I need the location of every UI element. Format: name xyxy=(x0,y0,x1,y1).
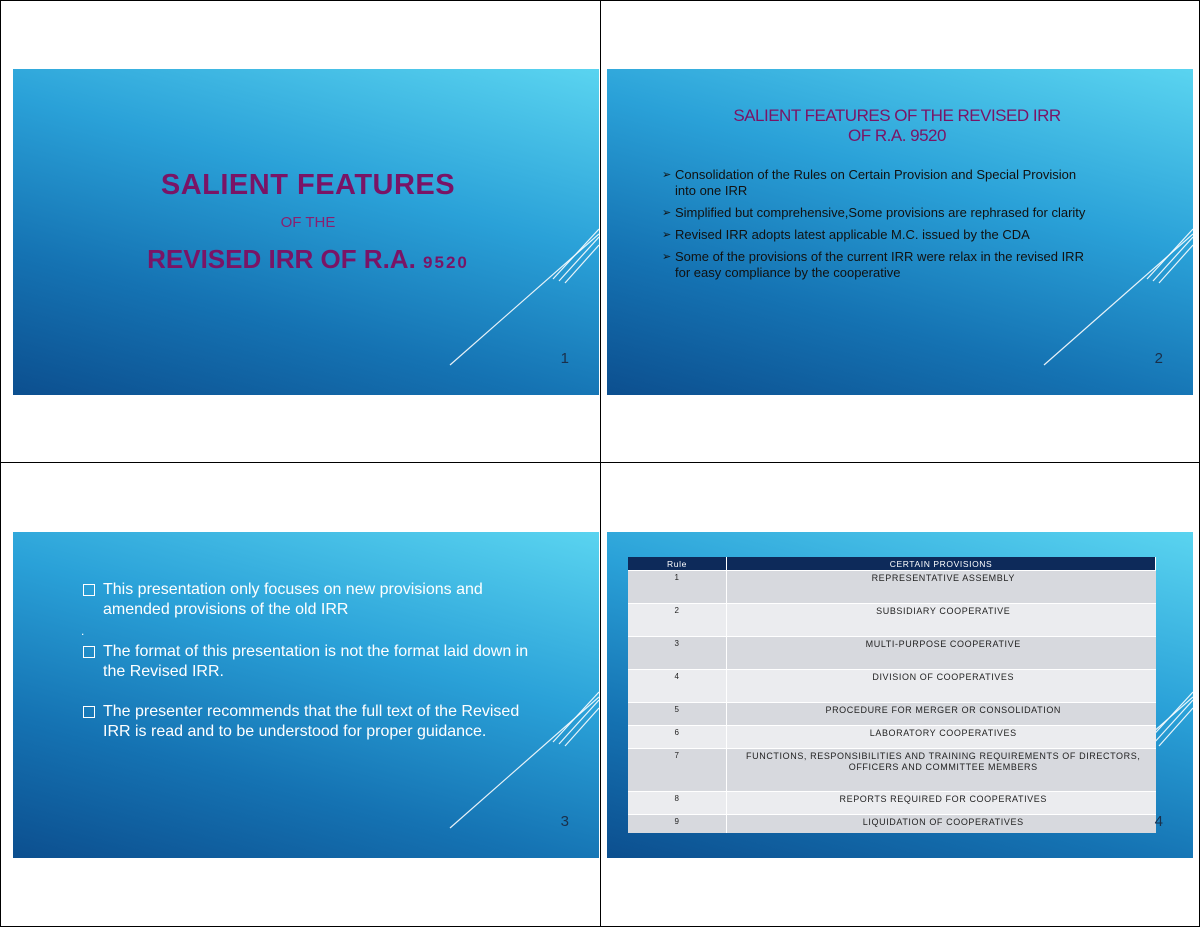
list-item-text: This presentation only focuses on new provisions and amended provisions of the old IRR xyxy=(103,581,483,618)
decorative-lines xyxy=(13,69,599,395)
slide-number: 3 xyxy=(560,813,569,830)
grid-divider-vertical xyxy=(600,0,601,927)
provision-cell: PROCEDURE FOR MERGER OR CONSOLIDATION xyxy=(727,703,1156,726)
table-row xyxy=(628,604,1156,637)
rule-cell: 1 xyxy=(628,571,727,604)
list-item: ➢ Consolidation of the Rules on Certain Provision and Special Provision into one IRR xyxy=(662,167,1087,199)
slide-title-line1: SALIENT FEATURES xyxy=(160,169,456,201)
provision-cell: DIVISION OF COOPERATIVES xyxy=(727,670,1156,703)
list-item xyxy=(81,580,551,620)
list-item-text: The format of this presentation is not the format laid down in the Revised IRR. xyxy=(103,643,529,680)
slide-2 xyxy=(607,69,1193,395)
provision-cell: REPRESENTATIVE ASSEMBLY xyxy=(727,571,1156,604)
table-row xyxy=(628,670,1156,703)
rule-cell: 2 xyxy=(628,604,727,637)
list-item: ➢ Some of the provisions of the current IRR were relax in the revised IRR for easy compliance by the cooperative xyxy=(662,249,1087,281)
slide-3 xyxy=(13,532,599,858)
list-item: ➢ Simplified but comprehensive,Some provisions are rephrased for clarity xyxy=(662,205,1087,221)
list-spacer xyxy=(81,682,551,702)
rule-cell: 4 xyxy=(628,670,727,703)
slide-title-main: REVISED IRR OF R.A. xyxy=(147,244,416,274)
slide-1 xyxy=(13,69,599,395)
slide-number: 4 xyxy=(1154,813,1163,830)
table-row xyxy=(628,815,1156,834)
provision-cell: LABORATORY COOPERATIVES xyxy=(727,726,1156,749)
list-item xyxy=(81,642,551,682)
provision-cell: SUBSIDIARY COOPERATIVE xyxy=(727,604,1156,637)
list-item-text: The presenter recommends that the full text of the Revised IRR is read and to be understood for proper guidance. xyxy=(103,703,520,740)
table-row xyxy=(628,637,1156,670)
provision-cell: REPORTS REQUIRED FOR COOPERATIVES xyxy=(727,792,1156,815)
slide-title xyxy=(677,106,1117,146)
list-item-dot: . xyxy=(81,624,85,638)
rule-cell: 9 xyxy=(628,815,727,834)
rule-cell: 3 xyxy=(628,637,727,670)
slide-title-line2: OF R.A. 9520 xyxy=(848,126,946,145)
provision-cell: MULTI-PURPOSE COOPERATIVE xyxy=(727,637,1156,670)
rule-cell: 8 xyxy=(628,792,727,815)
slide-4 xyxy=(607,532,1193,858)
table-row xyxy=(628,792,1156,815)
slide-number: 2 xyxy=(1154,350,1163,367)
table-row xyxy=(628,571,1156,604)
slide-title-line2: OF THE xyxy=(280,214,336,231)
slide-title-line3 xyxy=(13,244,599,275)
table-row xyxy=(628,703,1156,726)
provision-cell: FUNCTIONS, RESPONSIBILITIES AND TRAINING REQUIREMENTS OF DIRECTORS, OFFICERS AND COMMITTEE MEMBERS xyxy=(727,749,1156,792)
checkbox-bullet-icon xyxy=(83,584,95,596)
rule-cell: 6 xyxy=(628,726,727,749)
table-row xyxy=(628,749,1156,792)
column-header-rule: Rule xyxy=(628,557,727,571)
bullet-list xyxy=(81,580,551,742)
checkbox-bullet-icon xyxy=(83,646,95,658)
list-item: ➢ Revised IRR adopts latest applicable M.C. issued by the CDA xyxy=(662,227,1087,243)
rule-cell: 5 xyxy=(628,703,727,726)
slide-title-number: 9520 xyxy=(423,253,469,272)
provisions-table xyxy=(628,557,1156,833)
slide-number: 1 xyxy=(560,350,569,367)
column-header-provisions: CERTAIN PROVISIONS xyxy=(727,557,1156,571)
provision-cell: LIQUIDATION OF COOPERATIVES xyxy=(727,815,1156,834)
slide-title-line1: SALIENT FEATURES OF THE REVISED IRR xyxy=(733,106,1061,125)
checkbox-bullet-icon xyxy=(83,706,95,718)
bullet-list xyxy=(662,167,1087,287)
table-header-row xyxy=(628,557,1156,571)
list-item xyxy=(81,702,551,742)
table-row xyxy=(628,726,1156,749)
rule-cell: 7 xyxy=(628,749,727,792)
